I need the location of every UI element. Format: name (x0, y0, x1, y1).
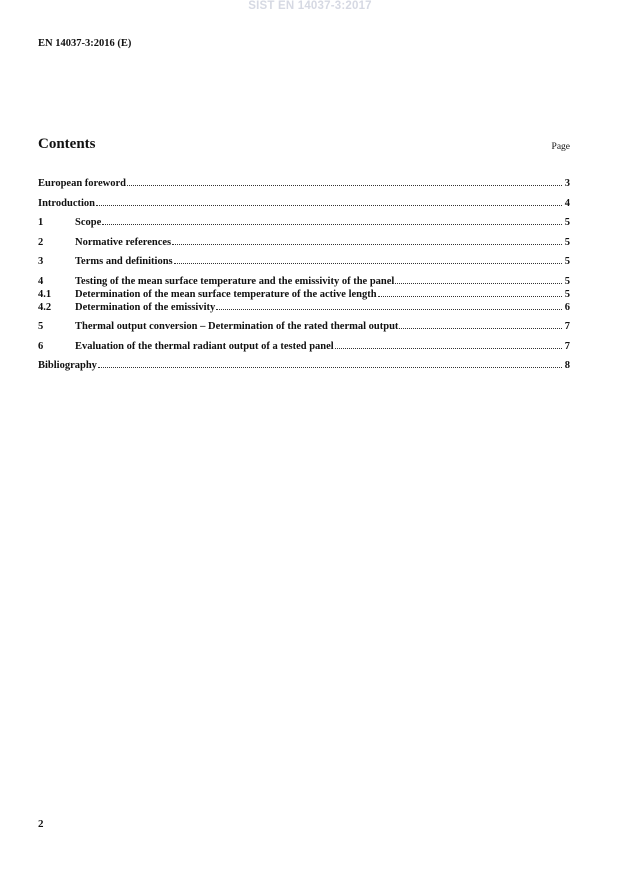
toc-leader-dots (335, 339, 562, 349)
toc-entry-european-foreword[interactable] (38, 176, 570, 189)
table-of-contents (38, 176, 570, 371)
toc-entry-title: Determination of the mean surface temperature of the active length (75, 288, 377, 300)
toc-leader-dots (127, 176, 562, 186)
toc-entry-title: Testing of the mean surface temperature and the emissivity of the panel (75, 275, 395, 287)
toc-entry-terms-and-definitions[interactable] (38, 254, 570, 267)
toc-entry-title: Bibliography (38, 360, 97, 371)
toc-entry-title: Introduction (38, 197, 95, 209)
toc-leader-dots (399, 319, 562, 329)
toc-entry-page: 5 (564, 236, 570, 248)
toc-entry-number: 2 (38, 236, 44, 248)
toc-entry-page: 6 (564, 301, 570, 313)
toc-leader-dots (395, 274, 562, 284)
toc-entry-title: Terms and definitions (75, 256, 173, 267)
watermark: SIST EN 14037-3:2017 (248, 0, 372, 12)
toc-entry-bibliography[interactable] (38, 358, 570, 371)
toc-leader-dots (216, 300, 562, 310)
toc-entry-title: Determination of the emissivity (75, 301, 216, 313)
toc-entry-number: 4.1 (38, 288, 52, 300)
toc-entry-page: 8 (564, 360, 570, 371)
toc-entry-mean-surface-temperature[interactable] (38, 287, 570, 300)
toc-entry-page: 7 (564, 321, 570, 332)
toc-leader-dots (172, 235, 562, 245)
toc-entry-number: 1 (38, 217, 44, 228)
toc-entry-title: European foreword (38, 178, 126, 189)
toc-leader-dots (174, 254, 562, 264)
toc-entry-page: 5 (564, 275, 570, 287)
toc-entry-number: 3 (38, 256, 44, 267)
toc-leader-dots (102, 215, 562, 225)
toc-entry-title: Evaluation of the thermal radiant output of a tested panel (75, 340, 334, 352)
page-number: 2 (38, 818, 44, 830)
toc-entry-number: 5 (38, 321, 44, 332)
toc-entry-title: Scope (75, 217, 102, 228)
toc-entry-number: 4.2 (38, 301, 52, 313)
toc-entry-testing[interactable] (38, 274, 570, 287)
toc-entry-thermal-output-conversion[interactable] (38, 319, 570, 332)
document-id: EN 14037-3:2016 (E) (38, 38, 132, 49)
toc-entry-title: Thermal output conversion – Determination of the rated thermal output (75, 321, 399, 332)
toc-entry-scope[interactable] (38, 215, 570, 228)
toc-entry-number: 4 (38, 275, 44, 287)
toc-entry-introduction[interactable] (38, 196, 570, 209)
toc-leader-dots (378, 287, 562, 297)
toc-entry-page: 5 (564, 256, 570, 267)
toc-entry-radiant-output[interactable] (38, 339, 570, 352)
toc-entry-page: 5 (564, 217, 570, 228)
toc-leader-dots (98, 358, 562, 368)
toc-entry-title: Normative references (75, 236, 172, 248)
toc-entry-page: 5 (564, 288, 570, 300)
toc-entry-page: 4 (564, 197, 570, 209)
toc-entry-emissivity[interactable] (38, 300, 570, 313)
toc-entry-page: 3 (564, 178, 570, 189)
page-column-label: Page (551, 142, 570, 152)
toc-entry-normative-references[interactable] (38, 235, 570, 248)
toc-leader-dots (96, 196, 562, 206)
toc-entry-number: 6 (38, 340, 44, 352)
toc-entry-page: 7 (564, 340, 570, 352)
contents-heading: Contents (38, 136, 96, 152)
